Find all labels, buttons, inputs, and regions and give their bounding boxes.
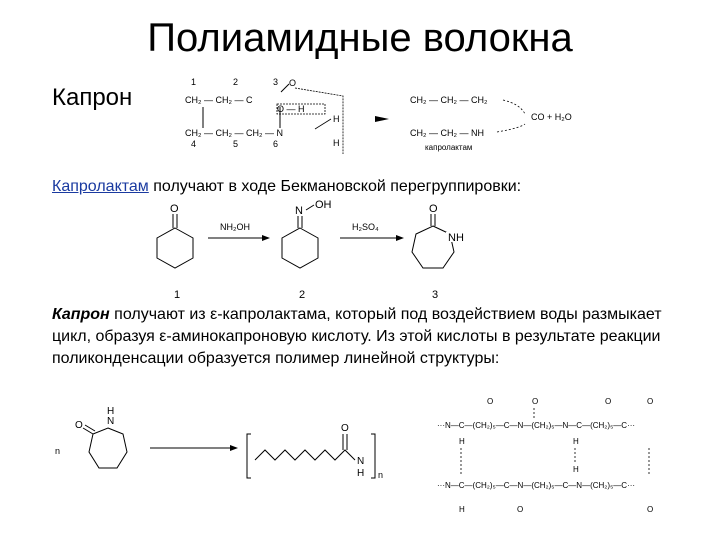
oxygen-hydrogen-label: O — H [277, 104, 305, 114]
arrow-head [262, 235, 270, 241]
bracket-right [371, 434, 375, 478]
page-title: Полиамидные волокна [147, 16, 573, 60]
bond-line [315, 119, 331, 129]
oxygen-label: O [341, 423, 349, 434]
hydrogen-label: H [573, 465, 579, 474]
hydrogen-label: H [459, 505, 465, 514]
hydrogen-label: H [333, 138, 340, 148]
arrow-head [230, 445, 238, 451]
oxygen-label: O [647, 397, 654, 406]
nitrogen-label: N [295, 205, 303, 217]
atom-number: 2 [233, 77, 239, 87]
paragraph-text: получают из ε-капролактама, который под воздействием воды размыкает цикл, образуя ε-аминокапроновую кислоту. Из этой кислоты в результате реакции поликонденсации образуется полимер линейной структуры: [52, 306, 662, 367]
nitrogen-label: N [357, 456, 365, 467]
polymer-row-top: ···N—C—(CH₂)₅—C—N—(CH₂)₅—N—C—(CH₂)₅—C··· [437, 421, 636, 430]
oxygen-label: O [487, 397, 494, 406]
polymer-chain [255, 450, 355, 460]
product-row-1: CH₂ — CH₂ — CH₂ [410, 95, 488, 105]
hydrogen-label: H [357, 468, 365, 479]
oxygen-label: O [429, 203, 438, 215]
bond-line [306, 205, 314, 210]
paragraph-beckmann [52, 178, 521, 196]
beckmann-scheme [150, 198, 490, 306]
repeat-index: n [378, 470, 384, 480]
chain-row-2: CH₂ — CH₂ — CH₂ — N [185, 128, 283, 138]
atom-number: 4 [191, 139, 197, 149]
section-label: Капрон [52, 84, 133, 111]
caprolactam-ring [89, 428, 127, 468]
caprolactam-formation-scheme [185, 74, 585, 164]
atom-number: 3 [273, 77, 279, 87]
compound-number: 3 [432, 289, 439, 301]
compound-number: 1 [174, 289, 181, 301]
product-tail: CO + H₂O [531, 112, 572, 122]
bond-line [281, 84, 289, 92]
coefficient-label: n [55, 446, 61, 456]
arrow-head [396, 235, 404, 241]
oxygen-label: O [289, 78, 297, 88]
paragraph-text: получают в ходе Бекмановской перегруппировки: [148, 178, 522, 195]
cyclohexanone-ring [157, 228, 193, 268]
bracket-left [247, 434, 251, 478]
caprolactam-link[interactable]: Капролактам [52, 178, 149, 195]
reaction-arrow [375, 116, 389, 122]
bold-term: Капрон [52, 306, 110, 323]
product-row-2: CH₂ — CH₂ — NH [410, 128, 484, 138]
compound-number: 2 [299, 289, 306, 301]
hydrogen-bonding-scheme [437, 392, 712, 532]
oxygen-label: O [75, 420, 83, 431]
oxygen-label: O [605, 397, 612, 406]
oxime-ring [282, 228, 318, 268]
polymerization-scheme [55, 398, 415, 518]
dashed-bond [503, 100, 525, 114]
paragraph-capron [52, 304, 672, 370]
chain-row-1: CH₂ — CH₂ — C [185, 95, 253, 105]
atom-number: 5 [233, 139, 239, 149]
atom-number: 1 [191, 77, 197, 87]
nitrogen-label: N [107, 416, 115, 427]
oxygen-label: O [170, 203, 179, 215]
oxygen-label: O [532, 397, 539, 406]
reagent-label: H₂SO₄ [352, 222, 379, 232]
hydrogen-label: H [459, 437, 465, 446]
hydroxyl-label: OH [315, 199, 332, 211]
reagent-label: NH₂OH [220, 222, 250, 232]
oxygen-label: O [517, 505, 524, 514]
nh-label: NH [448, 232, 464, 244]
atom-number: 6 [273, 139, 279, 149]
hydrogen-label: H [333, 114, 340, 124]
hydrogen-label: H [107, 406, 115, 417]
product-caption: капролактам [425, 143, 473, 152]
hydrogen-label: H [573, 437, 579, 446]
dashed-bond [497, 124, 525, 132]
oxygen-label: O [647, 505, 654, 514]
polymer-row-bottom: ···N—C—(CH₂)₅—C—N—(CH₂)₅—C—N—(CH₂)₅—C··· [437, 481, 636, 490]
